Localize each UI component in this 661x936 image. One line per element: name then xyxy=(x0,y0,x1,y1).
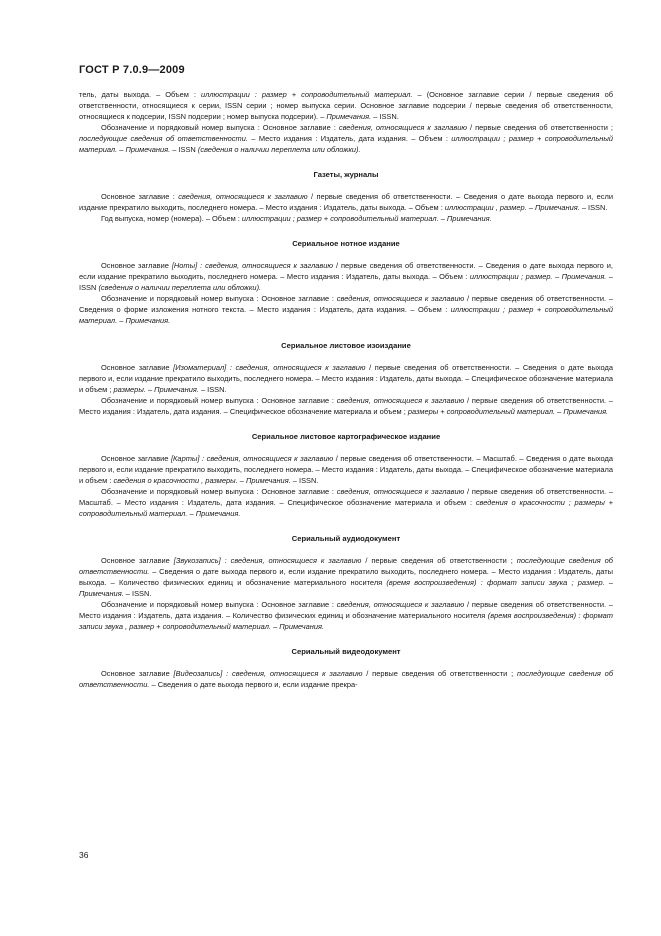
text-run: – ISSN. xyxy=(123,589,152,598)
italic-text: [Изоматериал] : сведения, относящиеся к заглавию xyxy=(173,363,366,372)
text-run: Обозначение и порядковый номер выпуска : Основное заглавие : xyxy=(101,123,339,132)
text-run: Обозначение и порядковый номер выпуска : Основное заглавие : xyxy=(101,600,337,609)
italic-text: сведения, относящиеся к заглавию xyxy=(178,192,308,201)
text-run: – (Основное заглавие серии / первые сведения об ответственности, относящиеся к серии, ISSN серии ; номер выпуска серии. Основное заглавие подсерии / первые сведения об ответственности, относящиеся к подсерии, ISSN подсерии ; номер выпуска подсерии). – xyxy=(79,90,613,121)
italic-text: сведения, относящиеся к заглавию xyxy=(336,294,465,303)
text-run: – ISSN xyxy=(170,145,198,154)
italic-text: (время воспроизведения) : формат записи звука , размер + сопроводительный материал. xyxy=(79,611,613,631)
italic-text: Примечания. xyxy=(279,622,325,631)
text-run: Основное заглавие xyxy=(101,556,174,565)
text-run: Основное заглавие xyxy=(101,669,174,678)
italic-text: Примечания. xyxy=(79,589,124,598)
text-run: – ISSN. xyxy=(371,112,399,121)
text-run: Обозначение и порядковый номер выпуска : Основное заглавие : xyxy=(101,487,337,496)
paragraph xyxy=(79,453,613,486)
italic-text: [Видеозапись] : сведения, относящиеся к заглавию xyxy=(173,669,363,678)
italic-text: Примечания. xyxy=(446,214,492,223)
paragraph xyxy=(79,486,613,519)
italic-text: (время воспроизведения) : формат записи звука ; размер. xyxy=(386,578,605,587)
paragraph xyxy=(79,89,613,122)
italic-text: [Карты] : сведения, относящиеся к заглавию xyxy=(170,454,334,463)
italic-text: последующие сведения об ответственности. xyxy=(79,669,614,689)
italic-text: Примечания. xyxy=(563,407,609,416)
paragraph xyxy=(79,213,613,224)
section-heading: Сериальное нотное издание xyxy=(292,239,400,248)
italic-text: иллюстрации ; размер + сопроводительный материал. xyxy=(79,134,613,154)
italic-text: иллюстрации ; размер + сопроводительный материал. xyxy=(79,305,613,325)
text-run: – xyxy=(604,578,614,587)
text-run: Основное заглавие xyxy=(101,454,171,463)
text-run: / первые сведения об ответственности ; xyxy=(362,669,517,678)
italic-text: Примечания. xyxy=(246,476,291,485)
italic-text: сведения, относящиеся к заглавию xyxy=(336,600,465,609)
text-run: Год выпуска, номер (номера). – Объем : xyxy=(101,214,242,223)
document-body xyxy=(79,89,613,690)
text-run: Обозначение и порядковый номер выпуска : Основное заглавие : xyxy=(101,294,337,303)
italic-text: сведения, относящиеся к заглавию xyxy=(336,396,465,405)
italic-text: Примечания. xyxy=(125,145,171,154)
text-run: / первые сведения об ответственности. – Сведения о форме изложения нотного текста. – Место издания : Издатель, дата издания. – Объем : xyxy=(79,294,614,314)
paragraph xyxy=(79,362,613,395)
text-run: – Место издания : Издатель, дата издания. – Объем : xyxy=(247,134,452,143)
section-heading: Сериальное листовое картографическое издание xyxy=(251,432,441,441)
page-number: 36 xyxy=(79,850,89,860)
text-run: тель, даты выхода. – Объем : xyxy=(79,90,202,99)
italic-text: иллюстрации : размер + сопроводительный материал. xyxy=(201,90,413,99)
italic-text: (сведения о наличии переплета или обложки). xyxy=(197,145,361,154)
text-run: – xyxy=(117,145,126,154)
italic-text: размеры + сопроводительный материал. xyxy=(407,407,556,416)
italic-text: размеры. xyxy=(113,385,146,394)
italic-text: [Ноты] : сведения, относящиеся к заглавию xyxy=(171,261,334,270)
text-run: – xyxy=(555,407,564,416)
paragraph xyxy=(79,555,613,599)
italic-text: Примечания. xyxy=(326,112,372,121)
text-run: / первые сведения об ответственности. – Сведения о дате выхода первого и, если издание прекратило выходить, последнего номера. – Место издания : Издатель, даты выхода. – Объем : xyxy=(79,261,613,281)
italic-text: [Звукозапись] : сведения, относящиеся к заглавию xyxy=(173,556,362,565)
text-run: Обозначение и порядковый номер выпуска : Основное заглавие : xyxy=(101,396,337,405)
text-run: Основное заглавие xyxy=(101,363,174,372)
italic-text: последующие сведения об ответственности. xyxy=(79,556,613,576)
section-heading: Газеты, журналы xyxy=(313,170,379,179)
text-run: – ISSN xyxy=(79,272,613,292)
text-run: – xyxy=(117,316,126,325)
italic-text: Примечания. xyxy=(154,385,199,394)
paragraph xyxy=(79,293,613,326)
italic-text: иллюстрации , размер. xyxy=(444,203,527,212)
text-run: / первые сведения об ответственности. – Сведения о дате выхода первого и, если издание прекратило выходить, последнего номера. – Место издания : Издатель, даты выхода. – Специфическое обозначение материала и объем ; xyxy=(79,363,614,394)
italic-text: иллюстрации ; размер + сопроводительный материал. xyxy=(241,214,439,223)
section-heading: Сериальный видеодокумент xyxy=(291,647,401,656)
text-run: / первые сведения об ответственности. – Место издания : Издатель, дата издания. – Количество физических единиц и обозначение материального носителя xyxy=(79,600,614,620)
italic-text: Примечания. xyxy=(535,203,580,212)
text-run: – xyxy=(237,476,246,485)
text-run: – ISSN. xyxy=(198,385,227,394)
text-run: / первые сведения об ответственности. – Масштаб. – Сведения о дате выхода первого и, если издание прекратило выходить, последнего номера. – Место издания : Издатель, даты выхода. – Специфическое обозначение материала и объем : xyxy=(79,454,614,485)
text-run: Основное заглавие : xyxy=(101,192,179,201)
italic-text: Примечания. xyxy=(561,272,607,281)
section-heading: Сериальный аудиодокумент xyxy=(291,534,401,543)
italic-text: Примечания. xyxy=(125,316,171,325)
text-run: / первые сведения об ответственности. – Место издания : Издатель, дата издания. – Специфическое обозначение материала и объем ; xyxy=(79,396,614,416)
italic-text: (сведения о наличии переплета или обложки). xyxy=(98,283,262,292)
text-run: – xyxy=(145,385,155,394)
page-header: ГОСТ Р 7.0.9—2009 xyxy=(79,64,185,76)
text-run: – ISSN. xyxy=(290,476,319,485)
text-run: – xyxy=(438,214,447,223)
document-page xyxy=(79,64,613,690)
italic-text: сведения о красочности , размеры. xyxy=(113,476,238,485)
text-run: / первые сведения об ответственности ; xyxy=(466,123,613,132)
text-run: – xyxy=(526,203,536,212)
italic-text: сведения о красочности ; размеры + сопроводительный материал. xyxy=(79,498,613,518)
italic-text: Примечания. xyxy=(195,509,241,518)
paragraph xyxy=(79,260,613,293)
italic-text: сведения, относящиеся к заглавию xyxy=(336,487,465,496)
text-run: / первые сведения об ответственности. – Сведения о дате выхода первого и, если издание прекратило выходить, последнего номера. – Место издания : Издатель, даты выхода. – Объем : xyxy=(79,192,613,212)
italic-text: иллюстрации ; размер. xyxy=(469,272,553,281)
text-run: / первые сведения об ответственности ; xyxy=(361,556,517,565)
paragraph xyxy=(79,122,613,155)
section-heading: Сериальное листовое изоиздание xyxy=(281,341,411,350)
italic-text: сведения, относящиеся к заглавию xyxy=(338,123,467,132)
text-run: – xyxy=(552,272,562,281)
text-run: – xyxy=(187,509,196,518)
text-run: – Сведения о дате выхода первого и, если издание прекратило выходить, последнего номера. – Место издания : Издатель, даты выхода. – Количество физических единиц и обозначение материального носителя xyxy=(79,567,613,587)
paragraph xyxy=(79,395,613,417)
text-run: Основное заглавие xyxy=(101,261,172,270)
paragraph xyxy=(79,668,613,690)
text-run: / первые сведения об ответственности. – Масштаб. – Место издания : Издатель, дата издания. – Специфическое обозначение материала и объем : xyxy=(79,487,614,507)
paragraph xyxy=(79,191,613,213)
text-run: – Сведения о дате выхода первого и, если издание прекра- xyxy=(149,680,358,689)
italic-text: последующие сведения об ответственности. xyxy=(79,134,248,143)
text-run: – ISSN. xyxy=(579,203,608,212)
paragraph xyxy=(79,599,613,632)
text-run: – xyxy=(271,622,280,631)
